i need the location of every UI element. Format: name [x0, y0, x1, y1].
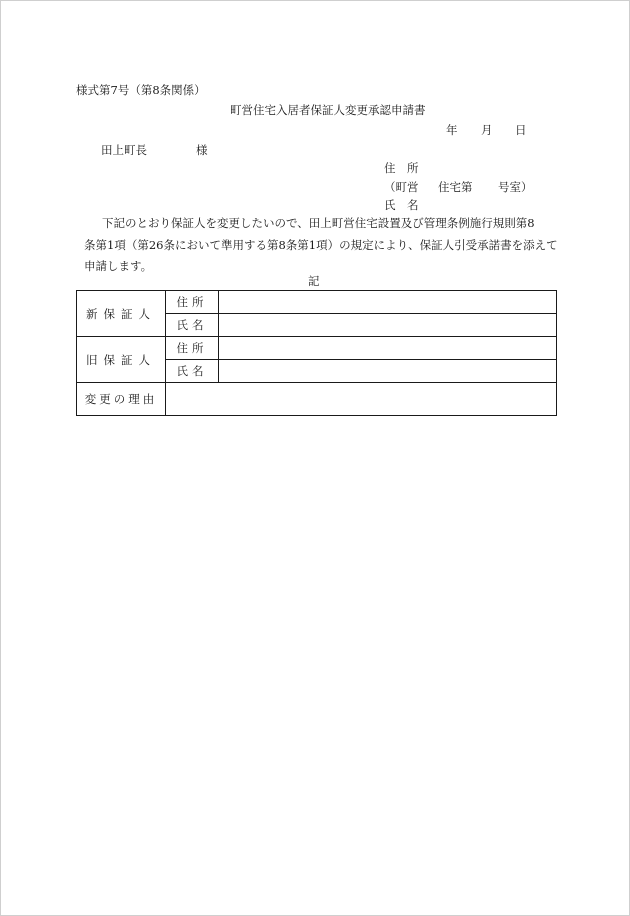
date-day-label: 日	[515, 123, 527, 137]
old-guarantor-address-label: 住所	[166, 337, 219, 360]
old-guarantor-label: 旧保証人	[77, 337, 166, 383]
new-guarantor-name-field[interactable]	[219, 314, 557, 337]
date-month-label: 月	[481, 123, 493, 137]
old-guarantor-address-field[interactable]	[219, 337, 557, 360]
form-number: 様式第7号（第8条関係）	[76, 83, 206, 97]
new-guarantor-address-label: 住所	[166, 291, 219, 314]
body-line-3: 申請します。	[84, 259, 153, 273]
new-guarantor-address-field[interactable]	[219, 291, 557, 314]
applicant-residence-middle: 住宅第	[438, 180, 473, 194]
ki-heading: 記	[308, 274, 320, 288]
date-year-label: 年	[446, 123, 458, 137]
page-title: 町営住宅入居者保証人変更承認申請書	[230, 103, 426, 117]
body-paragraph	[84, 213, 556, 278]
change-reason-label: 変更の理由	[77, 383, 166, 416]
applicant-residence-prefix: （町営	[384, 180, 419, 194]
table-row	[77, 291, 557, 314]
old-guarantor-name-field[interactable]	[219, 360, 557, 383]
old-guarantor-name-label: 氏名	[166, 360, 219, 383]
guarantor-change-table	[76, 290, 557, 416]
addressee-name: 田上町長	[101, 143, 147, 157]
body-line-1: 下記のとおり保証人を変更したいので、田上町営住宅設置及び管理条例施行規則第8	[102, 216, 535, 230]
new-guarantor-label: 新保証人	[77, 291, 166, 337]
applicant-residence-suffix: 号室）	[498, 180, 533, 194]
change-reason-field[interactable]	[166, 383, 557, 416]
applicant-address-label: 住 所	[384, 161, 419, 175]
applicant-name-label: 氏 名	[384, 198, 419, 212]
addressee-honorific: 様	[196, 143, 208, 157]
table-row	[77, 337, 557, 360]
new-guarantor-name-label: 氏名	[166, 314, 219, 337]
body-line-2: 条第1項（第26条において準用する第8条第1項）の規定により、保証人引受承諾書を添えて	[84, 237, 558, 252]
table-row	[77, 383, 557, 416]
